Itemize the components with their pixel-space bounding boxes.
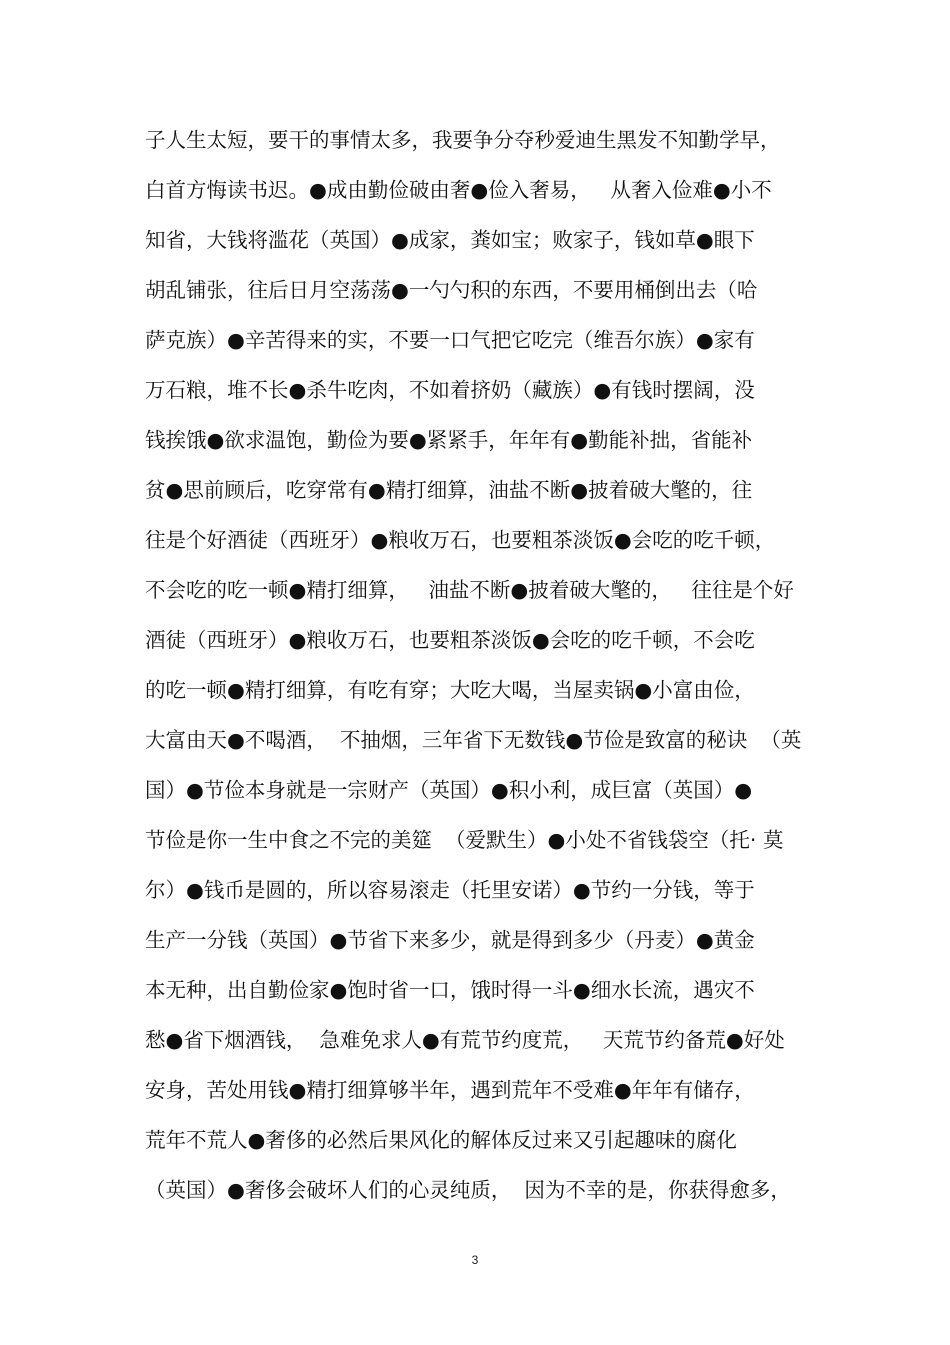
- page-number: 3: [471, 1253, 479, 1267]
- text-line: 节俭是你一生中食之不完的美筵 （爱默生）●小处不省钱袋空（托· 莫: [145, 828, 784, 852]
- text-line: 国）●节俭本身就是一宗财产（英国）●积小利，成巨富（英国）●: [145, 778, 753, 802]
- text-line: 子人生太短，要干的事情太多，我要争分夺秒爱迪生黑发不知勤学早，: [145, 128, 781, 152]
- text-line: 知省，大钱将滥花（英国）●成家，粪如宝；败家子，钱如草●眼下: [145, 228, 755, 252]
- text-line: 萨克族）●辛苦得来的实，不要一口气把它吃完（维吾尔族）●家有: [145, 328, 755, 352]
- text-line: 安身，苦处用钱●精打细算够半年，遇到荒年不受难●年年有储存，: [145, 1078, 755, 1102]
- text-line: 不会吃的吃一顿●精打细算， 油盐不断●披着破大氅的， 往往是个好: [145, 578, 794, 602]
- text-line: 钱挨饿●欲求温饱，勤俭为要●紧紧手，年年有●勤能补拙，省能补: [145, 428, 753, 452]
- text-line: 万石粮，堆不长●杀牛吃肉，不如着挤奶（藏族）●有钱时摆阔，没: [145, 378, 755, 402]
- text-line: 大富由天●不喝酒， 不抽烟，三年省下无数钱●节俭是致富的秘诀 （英: [145, 728, 802, 752]
- text-line: 胡乱铺张，往后日月空荡荡●一勺勺积的东西，不要用桶倒出去（哈: [145, 278, 758, 302]
- text-line: 白首方悔读书迟。●成由勤俭破由奢●俭入奢易， 从奢入俭难●小不: [145, 178, 772, 202]
- text-line: 生产一分钱（英国）●节省下来多少，就是得到多少（丹麦）●黄金: [145, 928, 755, 952]
- text-line: 荒年不荒人●奢侈的必然后果风化的解体反过来又引起趣味的腐化: [145, 1128, 737, 1152]
- text-line: （英国）●奢侈会破坏人们的心灵纯质， 因为不幸的是，你获得愈多，: [145, 1178, 791, 1202]
- text-line: 愁●省下烟酒钱， 急难免求人●有荒节约度荒， 天荒节约备荒●好处: [145, 1028, 785, 1052]
- text-line: 尔）●钱币是圆的，所以容易滚走（托里安诺）●节约一分钱，等于: [145, 878, 755, 902]
- text-line: 往是个好酒徒（西班牙）●粮收万石，也要粗茶淡饭●会吃的吃千顿，: [145, 528, 776, 552]
- text-line: 贫●思前顾后，吃穿常有●精打细算，油盐不断●披着破大氅的，往: [145, 478, 753, 502]
- text-line: 的吃一顿●精打细算，有吃有穿；大吃大喝，当屋卖锅●小富由俭，: [145, 678, 755, 702]
- text-line: 本无种，出自勤俭家●饱时省一口，饿时得一斗●细水长流，遇灾不: [145, 978, 755, 1002]
- text-line: 酒徒（西班牙）●粮收万石，也要粗茶淡饭●会吃的吃千顿，不会吃: [145, 628, 755, 652]
